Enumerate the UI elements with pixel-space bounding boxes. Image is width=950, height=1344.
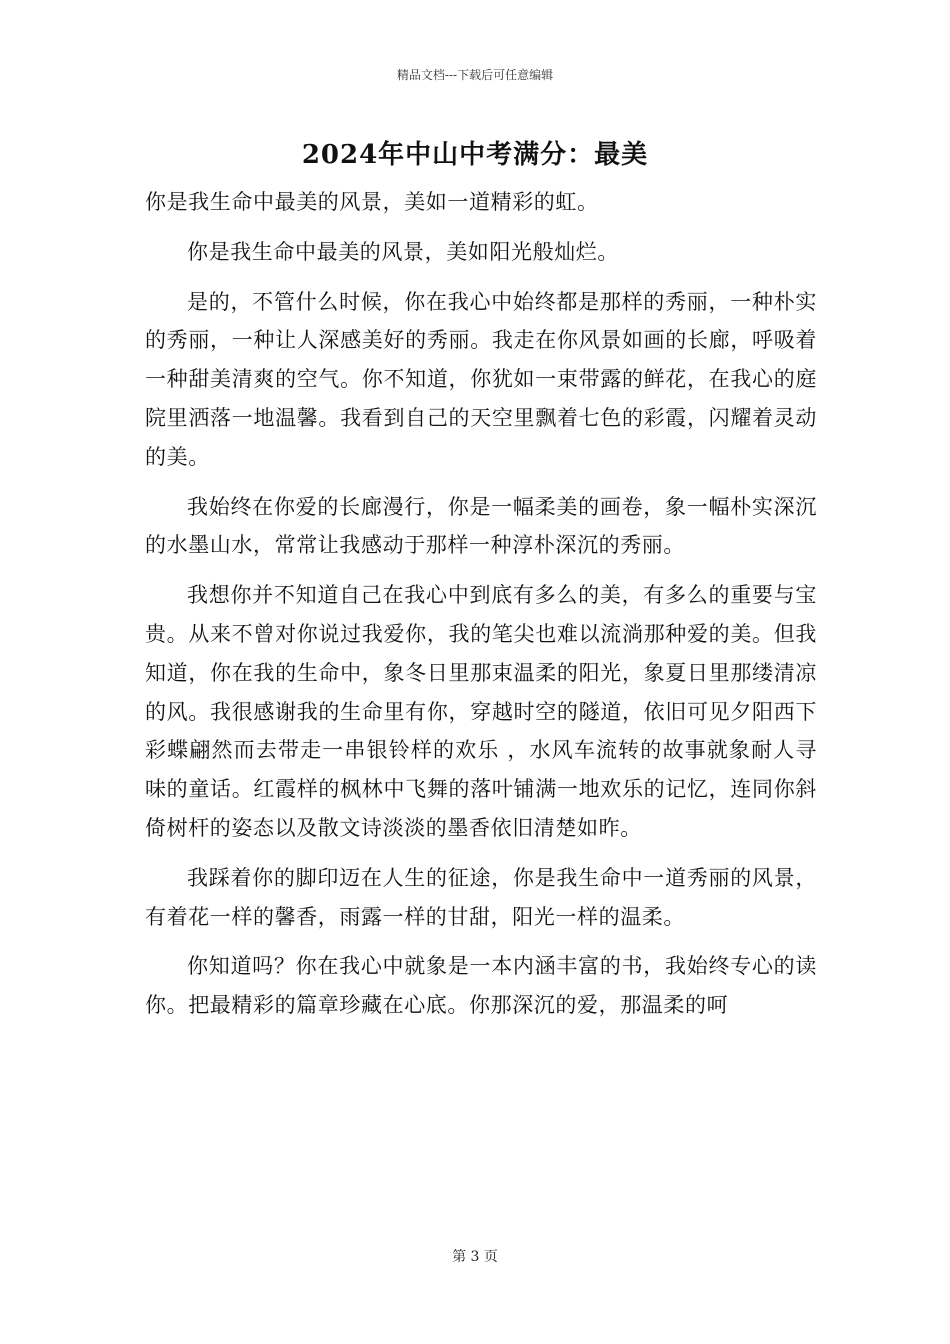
paragraph: 你知道吗？你在我心中就象是一本内涵丰富的书，我始终专心的读你。把最精彩的篇章珍藏在心底。你那深沉的爱，那温柔的呵 bbox=[145, 954, 817, 1018]
page-header: 精品文档---下载后可任意编辑 bbox=[396, 68, 554, 82]
paragraph: 你是我生命中最美的风景，美如一道精彩的虹。 bbox=[145, 190, 599, 214]
paragraph: 我始终在你爱的长廊漫行，你是一幅柔美的画卷，象一幅朴实深沉的水墨山水，常常让我感动于那样一种淳朴深沉的秀丽。 bbox=[145, 494, 817, 558]
document-body bbox=[145, 183, 817, 1036]
paragraph: 我想你并不知道自己在我心中到底有多么的美，有多么的重要与宝贵。从来不曾对你说过我爱你，我的笔尖也难以流淌那种爱的美。但我知道，你在我的生命中，象冬日里那束温柔的阳光，象夏日里那缕清凉的风。我很感谢我的生命里有你，穿越时空的隧道，依旧可见夕阳西下彩蝶翩然而去带走一串银铃样的欢乐 ，水风车流转的故事就象耐人寻味的童话。红霞样的枫林中飞舞的落叶铺满一地欢乐的记忆，连同你斜倚树杆的姿态以及散文诗淡淡的墨香依旧清楚如昨。 bbox=[145, 583, 817, 840]
paragraph: 是的，不管什么时候，你在我心中始终都是那样的秀丽，一种朴实的秀丽，一种让人深感美好的秀丽。我走在你风景如画的长廊，呼吸着一种甜美清爽的空气。你不知道，你犹如一束带露的鲜花，在我心的庭院里洒落一地温馨。我看到自己的天空里飘着七色的彩霞，闪耀着灵动的美。 bbox=[145, 289, 817, 469]
paragraph: 我踩着你的脚印迈在人生的征途，你是我生命中一道秀丽的风景，有着花一样的馨香，雨露一样的甘甜，阳光一样的温柔。 bbox=[145, 865, 817, 929]
page-number: 第 3 页 bbox=[452, 1249, 498, 1265]
document-title: 2024年中山中考满分：最美 bbox=[301, 140, 649, 170]
paragraph: 你是我生命中最美的风景，美如阳光般灿烂。 bbox=[187, 239, 619, 264]
